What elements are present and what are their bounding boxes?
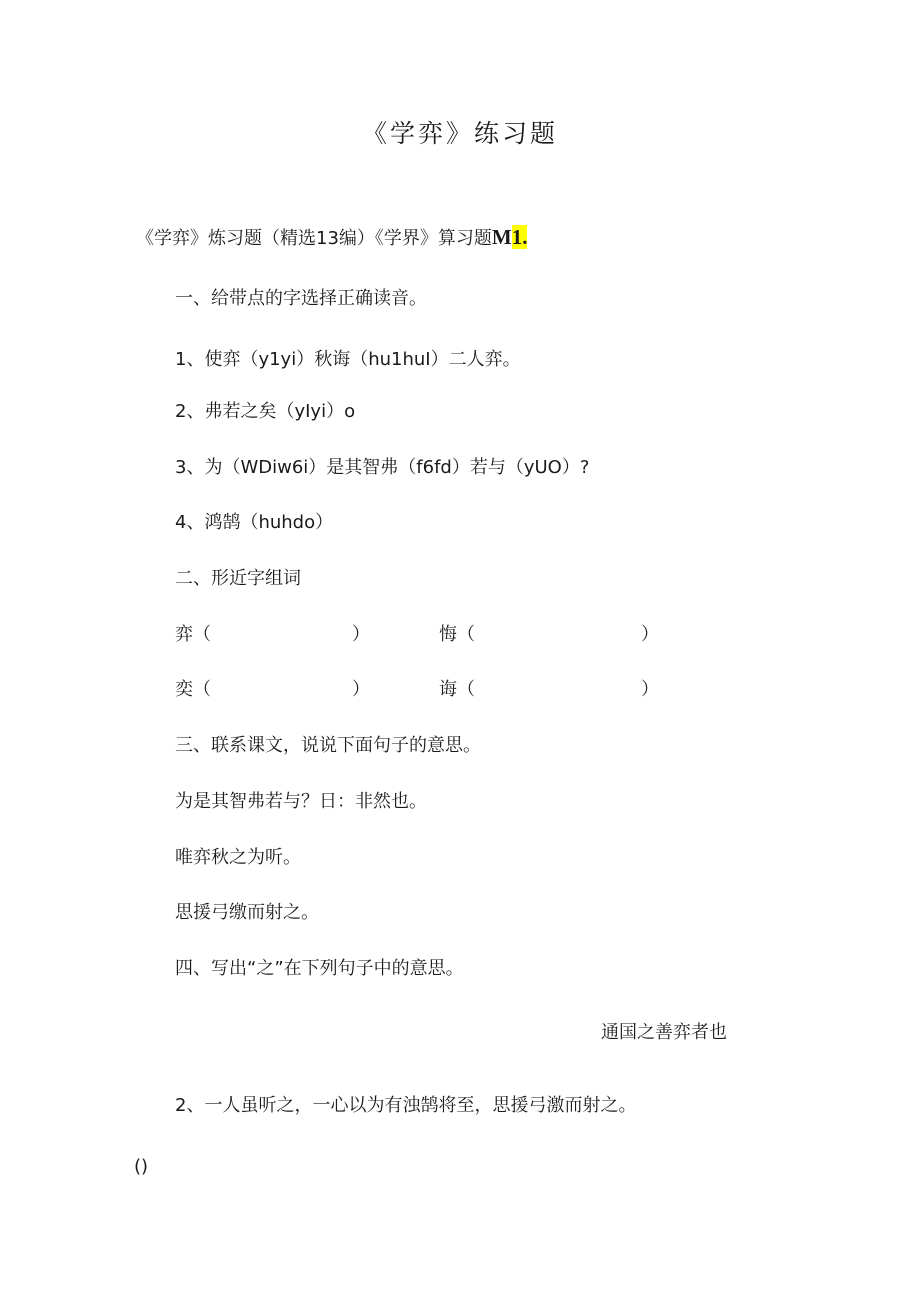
section1-item-4: 4、鸿鹄（huhdo） [175,512,334,533]
word-left-2: 奕（ [175,679,211,700]
section4-heading: 四、写出“之”在下列句子中的意思。 [175,958,464,979]
document-title: 《学弈》练习题 [361,119,558,148]
section4-right-text: 通国之善弈者也 [601,1022,727,1043]
subtitle-text: 《学弈》炼习题（精选13编）《学界》算习题 [136,228,492,249]
section1-heading: 一、给带点的字选择正确读音。 [175,288,427,309]
section1-item-3: 3、为（WDiw6i）是其智弗（f6fd）若与（yUO）? [175,457,590,478]
word-right-2: 诲（ [439,679,475,700]
section3-sentence-2: 唯弈秋之为听。 [175,847,301,868]
subtitle-mark: M [491,225,512,249]
section3-sentence-1: 为是其智弗若与？日：非然也。 [175,791,427,812]
section4-item-2: 2、一人虽听之，一心以为有浊鹄将至，思援弓激而射之。 [175,1095,637,1116]
section1-item-2: 2、弗若之矣（yIyi）o [175,401,356,422]
word-left-1-close: ） [352,624,370,645]
section3-heading: 三、联系课文，说说下面句子的意思。 [175,735,481,756]
word-right-1-close: ） [641,624,659,645]
section3-sentence-3: 思援弓缴而射之。 [175,902,319,923]
highlighted-mark: 1. [511,225,528,249]
section1-item-1: 1、使弈（y1yi）秋诲（hu1huI）二人弈。 [175,349,521,370]
word-right-2-close: ） [641,679,659,700]
word-left-2-close: ） [352,679,370,700]
word-left-1: 弈（ [175,624,211,645]
subtitle-line [136,225,527,251]
answer-blank: () [134,1156,149,1177]
word-right-1: 悔（ [439,624,475,645]
section2-heading: 二、形近字组词 [175,568,301,589]
